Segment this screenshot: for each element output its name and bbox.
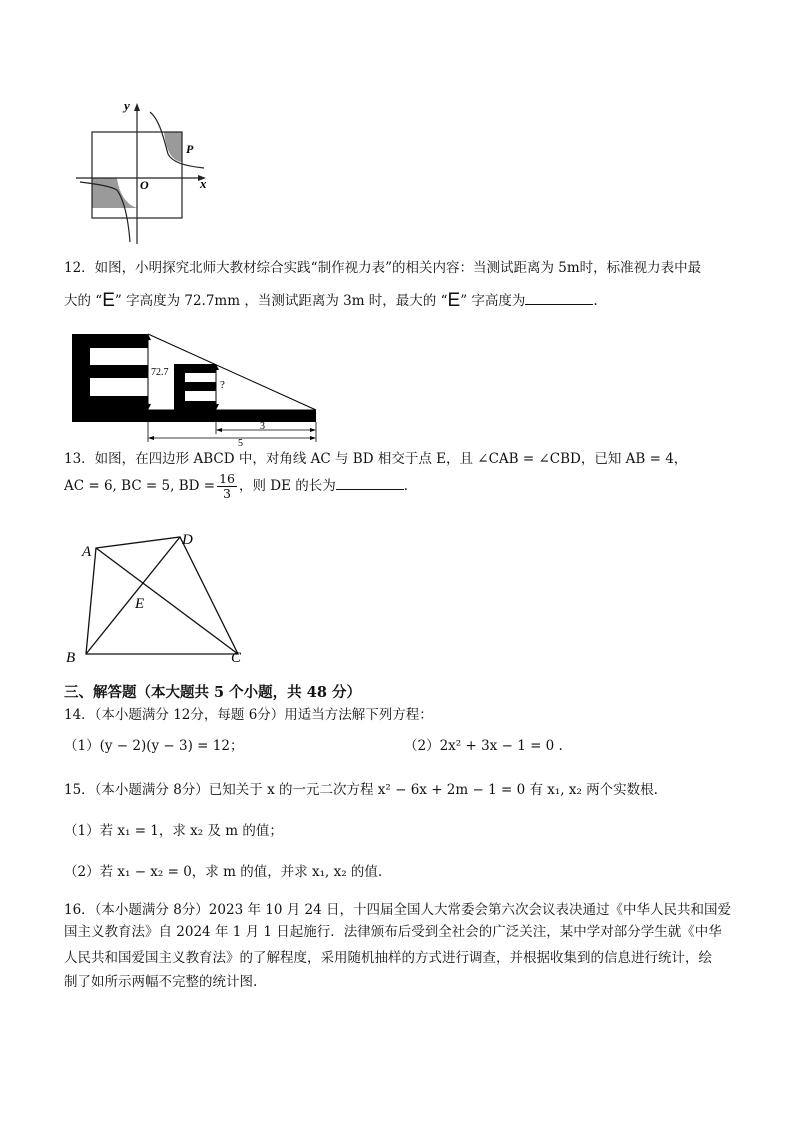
shaded-region-lower [92,178,138,208]
q15-part1: （1）若 x₁ = 1，求 x₂ 及 m 的值； [64,823,283,839]
label-72-7: 72.7 [151,367,169,378]
big-e-letter [72,334,148,410]
label-a: A [82,544,92,560]
label-d: D [182,532,193,548]
q13-answer-blank[interactable] [336,475,404,490]
q15-stem: 15．（本小题满分 8分）已知关于 x 的一元二次方程 x² − 6x + 2m − 1 = 0 有 x₁, x₂ 两个实数根. [64,782,658,798]
arrow-head [310,436,316,440]
label-p: P [186,142,194,156]
frac-denominator: 3 [223,486,231,501]
frac-numerator: 16 [219,471,235,486]
q12-figure [70,330,322,446]
q12-answer-blank[interactable] [525,290,593,305]
label-3: 3 [260,421,265,432]
base-bar [72,410,316,422]
arrow-head [148,436,154,440]
q14-part1: （1）(y − 2)(y − 3) = 12； [64,738,244,754]
q13-line1: 13．如图，在四边形 ABCD 中，对角线 AC 与 BD 相交于点 E，且 ∠CAB = ∠CBD，已知 AB = 4， [64,451,688,467]
diagonal-ac [96,548,238,654]
section-3-heading: 三、解答题（本大题共 5 个小题，共 48 分） [64,684,361,701]
label-e: E [135,596,145,612]
small-e-letter [174,364,216,410]
q16-line2: 国主义教育法》自 2024 年 1 月 1 日起施行．法律颁布后受到全社会的广泛关注，某中学对部分学生就《中华 [64,924,722,940]
fraction-16-3 [217,472,237,501]
q11-figure [72,96,222,248]
label-b: B [66,650,76,666]
q13-line2-a: AC = 6, BC = 5, BD = [64,478,216,494]
q12-line2-c: ” 字高度为 [460,293,526,309]
q12-line2 [64,290,598,311]
sight-line-top [148,334,316,410]
label-c: C [231,650,242,666]
q14-part2: （2）2x² + 3x − 1 = 0 . [404,738,563,754]
label-y: y [124,98,130,113]
label-origin: O [140,178,149,192]
q12-line1: 12．如图，小明探究北师大教材综合实践“制作视力表”的相关内容：当测试距离为 5m时，标准视力表中最 [64,260,702,276]
q12-e-glyph-1: E [102,290,115,311]
q12-end: . [593,293,598,309]
q12-e-glyph-2: E [447,290,461,311]
label-5: 5 [238,438,243,446]
q12-line2-a: 大的 “ [64,293,103,309]
label-x: x [200,176,207,191]
q12-line2-b: ” 字高度为 72.7mm ，当测试距离为 3m 时，最大的 “ [114,293,448,309]
q13-line2 [64,472,408,501]
arrow-head [310,428,316,432]
q13-end: . [403,478,409,494]
q14-stem: 14．（本小题满分 12分，每题 6分）用适当方法解下列方程： [64,707,433,723]
q13-figure [62,528,254,670]
label-question: ? [220,379,225,391]
q13-line2-b: ，则 DE 的长为 [238,478,336,494]
arrow-head [216,428,222,432]
q16-line4: 制了如所示两幅不完整的统计图. [64,974,258,990]
q16-line3: 人民共和国爱国主义教育法》的了解程度，采用随机抽样的方式进行调查，并根据收集到的信息进行统计，绘 [64,950,712,966]
y-axis-arrow [134,103,140,111]
diagonal-bd [86,537,180,654]
q15-part2: （2）若 x₁ − x₂ = 0，求 m 的值，并求 x₁, x₂ 的值. [64,864,383,880]
q16-line1: 16．（本小题满分 8分）2023 年 10 月 24 日，十四届全国人大常委会第六次会议表决通过《中华人民共和国爱 [64,902,731,918]
